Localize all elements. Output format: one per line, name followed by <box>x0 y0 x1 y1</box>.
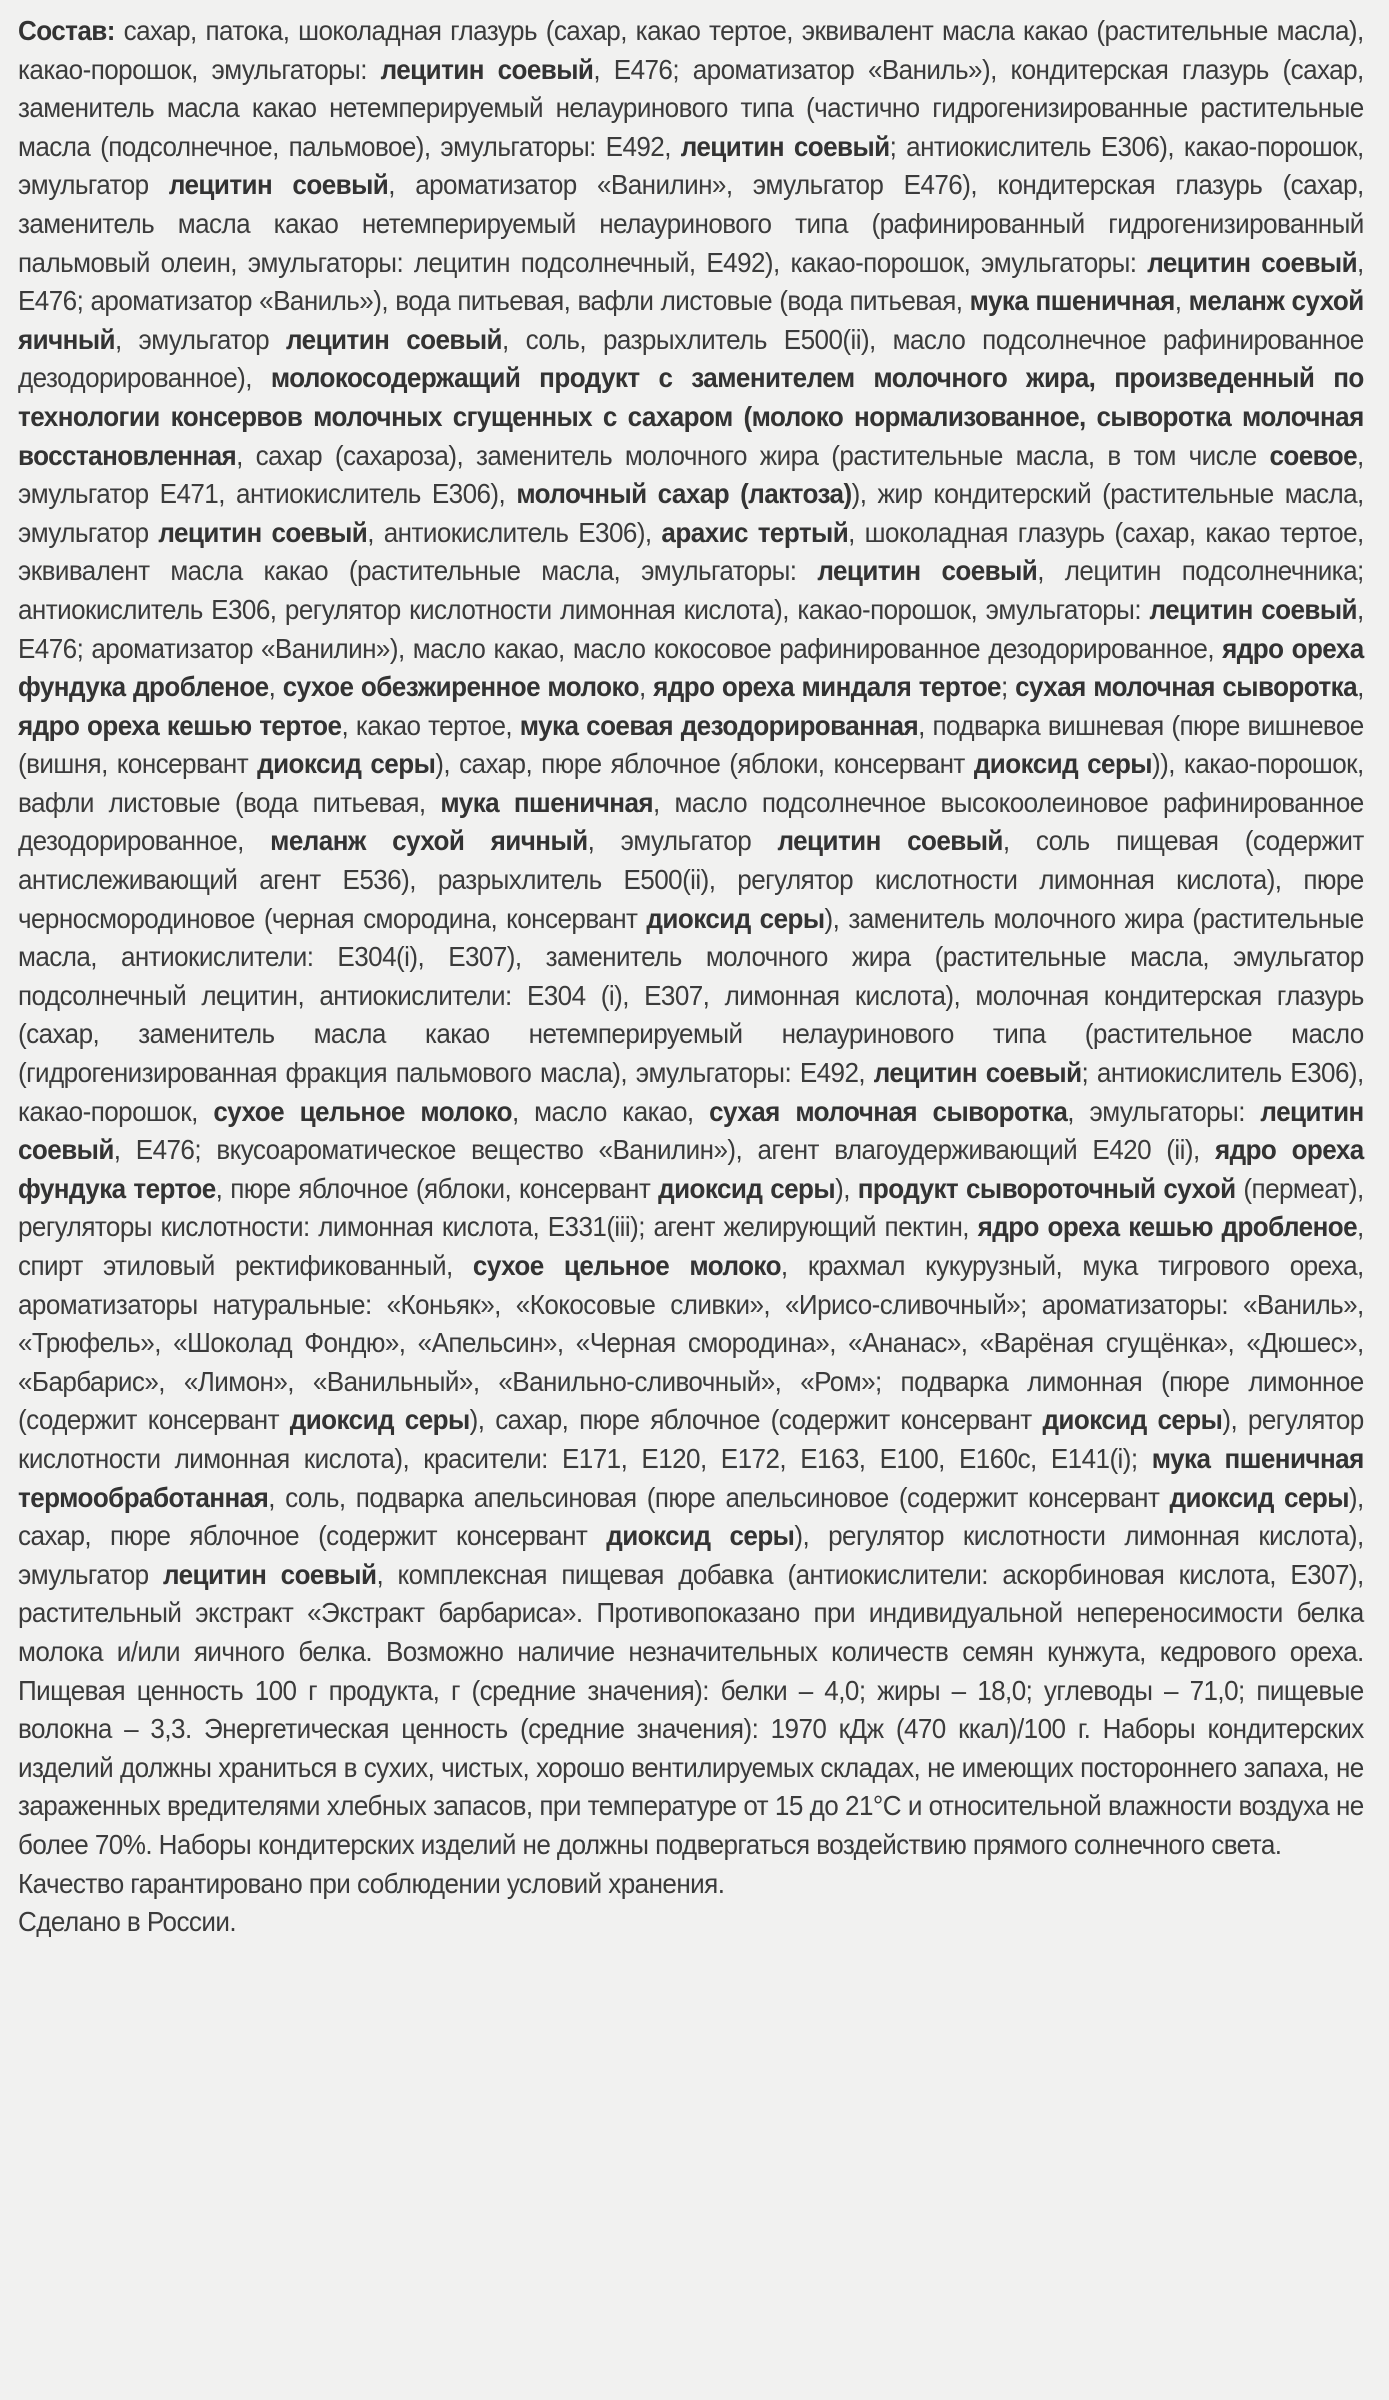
ingredient-text: )), какао-порошок, вафли листовые (вода питьевая, <box>18 748 1364 818</box>
ingredient-text: , <box>638 671 654 703</box>
ingredient-text: ; антиокислитель Е306), какао-порошок, <box>18 1057 1364 1127</box>
allergen-highlight: мука пшеничная <box>440 786 654 818</box>
allergen-highlight: соевое <box>1269 439 1358 471</box>
ingredient-text: , <box>268 671 283 703</box>
ingredient-text: сахар, патока, шоколадная глазурь (сахар, какао тертое, эквивалент масла какао (растительные масла), какао-порошок, эмульгаторы: <box>18 15 1364 85</box>
allergen-highlight: сухое цельное молоко <box>213 1095 512 1127</box>
ingredient-text: ), регулятор кислотности лимонная кислота), эмульгатор <box>18 1520 1364 1590</box>
ingredient-text: , Е476; вкусоароматическое вещество «Ванилин»), агент влагоудерживающий Е420 (ii), <box>113 1134 1215 1166</box>
allergen-highlight: молокосодержащий продукт с заменителем молочного жира, произведенный по технологии консервов молочных сгущенных с сахаром (молоко нормализованное, сыворотка молочная восстановленная <box>18 362 1364 471</box>
allergen-highlight: лецитин соевый <box>286 323 503 355</box>
ingredient-text: ), <box>835 1172 858 1204</box>
ingredient-text: , соль пищевая (содержит антислеживающий агент Е536), разрыхлитель Е500(ii), регулятор кислотности лимонная кислота), пюре черносмородиновое (черная смородина, консервант <box>18 825 1364 934</box>
ingredient-text: , пюре яблочное (яблоки, консервант <box>215 1172 659 1204</box>
allergen-highlight: диоксид серы <box>658 1172 836 1204</box>
allergen-highlight: лецитин соевый <box>680 130 890 162</box>
allergen-highlight: ядро ореха фундука тертое <box>18 1134 1364 1204</box>
ingredient-text: ), регулятор кислотности лимонная кислота), красители: Е171, Е120, Е172, Е163, Е100, Е160с, Е141(i); <box>18 1404 1364 1474</box>
ingredient-text: , комплексная пищевая добавка (антиокислители: аскорбиновая кислота, Е307), растительный экстракт «Экстракт барбариса». Противопоказано при индивидуальной непереносимости белка молока и/или яичного белка. Возможно наличие незначительных количеств семян кунжута, кедрового ореха. Пищевая ценность 100 г продукта, г (средние значения): белки – 4,0; жиры – 18,0; углеводы – 71,0; пищевые волокна – 3,3. Энергетическая ценность (средние значения): 1970 кДж (470 ккал)/100 г. Наборы кондитерских изделий должны храниться в сухих, чистых, хорошо вентилируемых складах, не имеющих постороннего запаха, не зараженных вредителями хлебных запасов, при температуре от 15 до 21°С и относительной влажности воздуха не более 70%. Наборы кондитерских изделий не должны подвергаться воздействию прямого солнечного света. <box>18 1558 1364 1860</box>
composition-paragraph <box>18 12 1364 1865</box>
allergen-highlight: ядро ореха кешью дробленое <box>977 1211 1358 1243</box>
allergen-highlight: лецитин соевый <box>158 516 368 548</box>
ingredient-text: ), сахар, пюре яблочное (содержит консервант <box>469 1404 1043 1436</box>
allergen-highlight: сухое цельное молоко <box>472 1250 781 1281</box>
allergen-highlight: мука соевая дезодорированная <box>519 709 919 741</box>
composition-text <box>18 15 1364 1860</box>
allergen-highlight: диоксид серы <box>606 1520 795 1552</box>
allergen-highlight: лецитин соевый <box>873 1057 1082 1089</box>
allergen-highlight: лецитин соевый <box>380 53 594 85</box>
ingredient-text: , ароматизатор «Ванилин», эмульгатор Е476), кондитерская глазурь (сахар, заменитель масла какао нетемперируемый нелауринового типа (рафинированный гидрогенизированный пальмовый олеин, эмульгаторы: лецитин подсолнечный, Е492), какао-порошок, эмульгаторы: <box>18 169 1364 278</box>
composition-heading: Состав: <box>18 15 115 46</box>
allergen-highlight: сухая молочная сыворотка <box>1015 671 1358 703</box>
ingredient-text: , масло какао, <box>511 1095 710 1127</box>
allergen-highlight: ядро ореха фундука дробленое <box>18 632 1364 703</box>
allergen-highlight: ядро ореха миндаля тертое <box>653 671 1001 703</box>
allergen-highlight: лецитин соевый <box>168 169 389 201</box>
allergen-highlight: лецитин соевый <box>18 1095 1364 1166</box>
allergen-highlight: арахис тертый <box>661 516 849 548</box>
allergen-highlight: лецитин соевый <box>1147 246 1358 278</box>
ingredient-text: , эмульгатор <box>114 323 287 355</box>
ingredient-text: , Е476; ароматизатор «Ваниль»), кондитерская глазурь (сахар, заменитель масла какао нетемперируемый нелауринового типа (частично гидрогенизированные растительные масла (подсолнечное, пальмовое), эмульгаторы: Е492, <box>18 53 1364 162</box>
ingredient-text: ), сахар, пюре яблочное (яблоки, консервант <box>435 748 974 780</box>
allergen-highlight: меланж сухой яичный <box>270 825 588 857</box>
ingredient-text: ), сахар, пюре яблочное (содержит консервант <box>18 1481 1364 1552</box>
ingredient-text: , эмульгатор <box>587 825 778 857</box>
ingredient-text: , лецитин подсолнечника; антиокислитель Е306, регулятор кислотности лимонная кислота), какао-порошок, эмульгаторы: <box>18 555 1364 625</box>
ingredient-text: , соль, подварка апельсиновая (пюре апельсиновое (содержит консервант <box>268 1481 1170 1513</box>
allergen-highlight: диоксид серы <box>1169 1481 1349 1513</box>
allergen-highlight: диоксид серы <box>289 1404 470 1436</box>
allergen-highlight: лецитин соевый <box>162 1558 377 1590</box>
ingredient-text: , подварка вишневая (пюре вишневое (вишня, консервант <box>18 709 1364 780</box>
allergen-highlight: сухая молочная сыворотка <box>709 1095 1068 1127</box>
ingredient-text: , сахар (сахароза), заменитель молочного жира (растительные масла, в том числе <box>236 439 1270 471</box>
ingredient-text: , масло подсолнечное высокоолеиновое рафинированное дезодорированное, <box>18 786 1364 857</box>
allergen-highlight: лецитин соевый <box>1149 593 1358 625</box>
ingredient-text: , соль, разрыхлитель Е500(ii), масло подсолнечное рафинированное дезодорированное), <box>18 323 1364 394</box>
ingredient-text: , какао тертое, <box>341 709 520 741</box>
ingredient-text: , Е476; ароматизатор «Ваниль»), вода питьевая, вафли листовые (вода питьевая, <box>18 246 1364 317</box>
ingredient-text: , шоколадная глазурь (сахар, какао тертое, эквивалент масла какао (растительные масла, эмульгаторы: <box>18 516 1364 587</box>
ingredient-text: , <box>1174 285 1189 317</box>
allergen-highlight: мука пшеничная <box>969 285 1175 317</box>
ingredient-text: , эмульгаторы: <box>1067 1095 1261 1127</box>
allergen-highlight: ядро ореха кешью тертое <box>18 709 342 741</box>
allergen-highlight: мука пшеничная термообработанная <box>18 1442 1364 1513</box>
allergen-highlight: лецитин соевый <box>817 555 1038 587</box>
allergen-highlight: диоксид серы <box>973 748 1152 780</box>
allergen-highlight: молочный сахар (лактоза) <box>516 478 852 510</box>
ingredient-text: , Е476; ароматизатор «Ванилин»), масло какао, масло кокосовое рафинированное дезодорированное, <box>18 593 1364 664</box>
ingredient-text: ), заменитель молочного жира (растительные масла, антиокислители: Е304(i), Е307), заменитель молочного жира (растительные масла, эмульгатор подсолнечный лецитин, антиокислители: Е304 (i), Е307, лимонная кислота), молочная кондитерская глазурь (сахар, заменитель масла какао нетемперируемый нелауринового типа (растительное масло (гидрогенизированная фракция пальмового масла), эмульгаторы: Е492, <box>18 902 1364 1089</box>
allergen-highlight: продукт сывороточный сухой <box>857 1172 1236 1204</box>
allergen-highlight: диоксид серы <box>1042 1404 1223 1436</box>
ingredient-text: ; антиокислитель Е306), какао-порошок, эмульгатор <box>18 130 1364 201</box>
ingredient-text: , крахмал кукурузный, мука тигрового ореха, ароматизаторы натуральные: «Коньяк», «Кокосовые сливки», «Ирисо-сливочный»; ароматизаторы: «Ваниль», «Трюфель», «Шоколад Фондю», «Апельсин», «Черная смородина», «Ананас», «Варёная сгущёнка», «Дюшес», «Барбарис», «Лимон», «Ванильный», «Ванильно-сливочный», «Ром»; подварка лимонная (пюре лимонное (содержит консервант <box>18 1250 1364 1436</box>
ingredient-text: ), жир кондитерский (растительные масла, эмульгатор <box>18 478 1364 548</box>
quality-guarantee-line: Качество гарантировано при соблюдении условий хранения. <box>18 1867 725 1899</box>
ingredient-label <box>18 12 1364 1942</box>
ingredient-text: (пермеат), регуляторы кислотности: лимонная кислота, Е331(iii); агент желирующий пектин, <box>18 1172 1364 1243</box>
allergen-highlight: меланж сухой яичный <box>18 285 1364 355</box>
ingredient-text: , эмульгатор Е471, антиокислитель Е306), <box>18 439 1364 510</box>
allergen-highlight: диоксид серы <box>257 748 436 780</box>
allergen-highlight: лецитин соевый <box>777 825 1003 857</box>
ingredient-text: , <box>1357 671 1364 703</box>
allergen-highlight: диоксид серы <box>646 902 825 934</box>
ingredient-text: , антиокислитель Е306), <box>367 516 662 548</box>
allergen-highlight: сухое обезжиренное молоко <box>282 671 639 703</box>
country-of-origin-line: Сделано в России. <box>18 1906 237 1938</box>
ingredient-text: , спирт этиловый ректификованный, <box>18 1211 1364 1281</box>
ingredient-text: ; <box>1000 671 1016 703</box>
